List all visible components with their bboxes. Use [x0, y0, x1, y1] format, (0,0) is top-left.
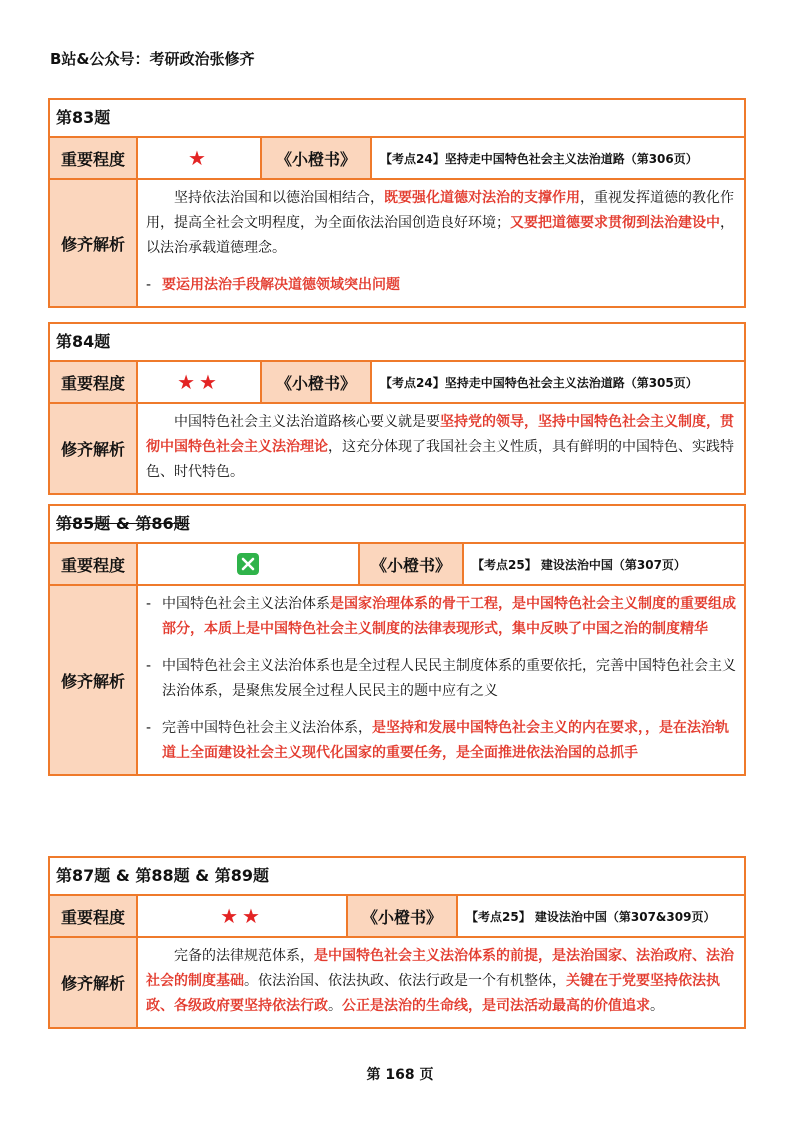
list-item: - 要运用法治手段解决道德领域突出问题	[146, 277, 400, 293]
topic-reference: 【考点25】 建设法治中国（第307&309页）	[466, 909, 716, 924]
analysis-label: 修齐解析	[50, 404, 138, 493]
importance-stars: ★★	[138, 362, 262, 402]
question-title: 第85题 & 第86题	[50, 506, 744, 544]
cross-mark-icon	[237, 553, 259, 575]
importance-stars: ★★	[138, 896, 348, 936]
question-84-block	[48, 322, 746, 495]
book-label: 《小橙书》	[360, 544, 464, 584]
analysis-content: 完备的法律规范体系，是中国特色社会主义法治体系的前提，是法治国家、法治政府、法治社会的制度基础。依法治国、依法执政、依法行政是一个有机整体，关键在于党要坚持依法执政、各级政府要坚持依法行政。公正是法治的生命线，是司法活动最高的价值追求。	[146, 948, 734, 1014]
analysis-content	[138, 586, 744, 774]
question-title: 第87题 & 第88题 & 第89题	[50, 858, 744, 896]
question-83-block	[48, 98, 746, 308]
question-85-86-block	[48, 504, 746, 776]
analysis-label: 修齐解析	[50, 180, 138, 306]
topic-reference: 【考点24】坚持走中国特色社会主义法治道路（第305页）	[380, 375, 698, 390]
page-header: B站&公众号：考研政治张修齐	[50, 50, 255, 68]
importance-label: 重要程度	[50, 362, 138, 402]
analysis-label: 修齐解析	[50, 586, 138, 774]
book-label: 《小橙书》	[262, 138, 372, 178]
topic-reference: 【考点24】坚持走中国特色社会主义法治道路（第306页）	[380, 151, 698, 166]
topic-reference: 【考点25】 建设法治中国（第307页）	[472, 557, 686, 572]
book-label: 《小橙书》	[348, 896, 458, 936]
analysis-label: 修齐解析	[50, 938, 138, 1027]
analysis-content: 坚持依法治国和以德治国相结合，既要强化道德对法治的支撑作用，重视发挥道德的教化作用，提高全社会文明程度，为全面依法治国创造良好环境；又要把道德要求贯彻到法治建设中，以法治承载道德理念。 - 要运用法治手段解决道德领域突出问题	[138, 180, 744, 306]
list-item: - 完善中国特色社会主义法治体系，是坚持和发展中国特色社会主义的内在要求，，是在法治轨道上全面建设社会主义现代化国家的重要任务，是全面推进依法治国的总抓手	[146, 720, 729, 761]
book-label: 《小橙书》	[262, 362, 372, 402]
list-item: - 中国特色社会主义法治体系也是全过程人民民主制度体系的重要依托，完善中国特色社会主义法治体系，是聚焦发展全过程人民民主的题中应有之义	[146, 658, 736, 699]
question-title: 第83题	[50, 100, 744, 138]
importance-label: 重要程度	[50, 896, 138, 936]
importance-label: 重要程度	[50, 544, 138, 584]
question-title: 第84题	[50, 324, 744, 362]
list-item: - 中国特色社会主义法治体系是国家治理体系的骨干工程，是中国特色社会主义制度的重要组成部分，本质上是中国特色社会主义制度的法律表现形式，集中反映了中国之治的制度精华	[146, 596, 736, 637]
importance-label: 重要程度	[50, 138, 138, 178]
question-87-89-block	[48, 856, 746, 1029]
page-number: 第 168 页	[366, 1067, 434, 1083]
analysis-content: 中国特色社会主义法治道路核心要义就是要坚持党的领导，坚持中国特色社会主义制度，贯彻中国特色社会主义法治理论，这充分体现了我国社会主义性质，具有鲜明的中国特色、实践特色、时代特色。	[146, 414, 734, 480]
importance-indicator	[138, 544, 360, 584]
importance-stars: ★	[138, 138, 262, 178]
